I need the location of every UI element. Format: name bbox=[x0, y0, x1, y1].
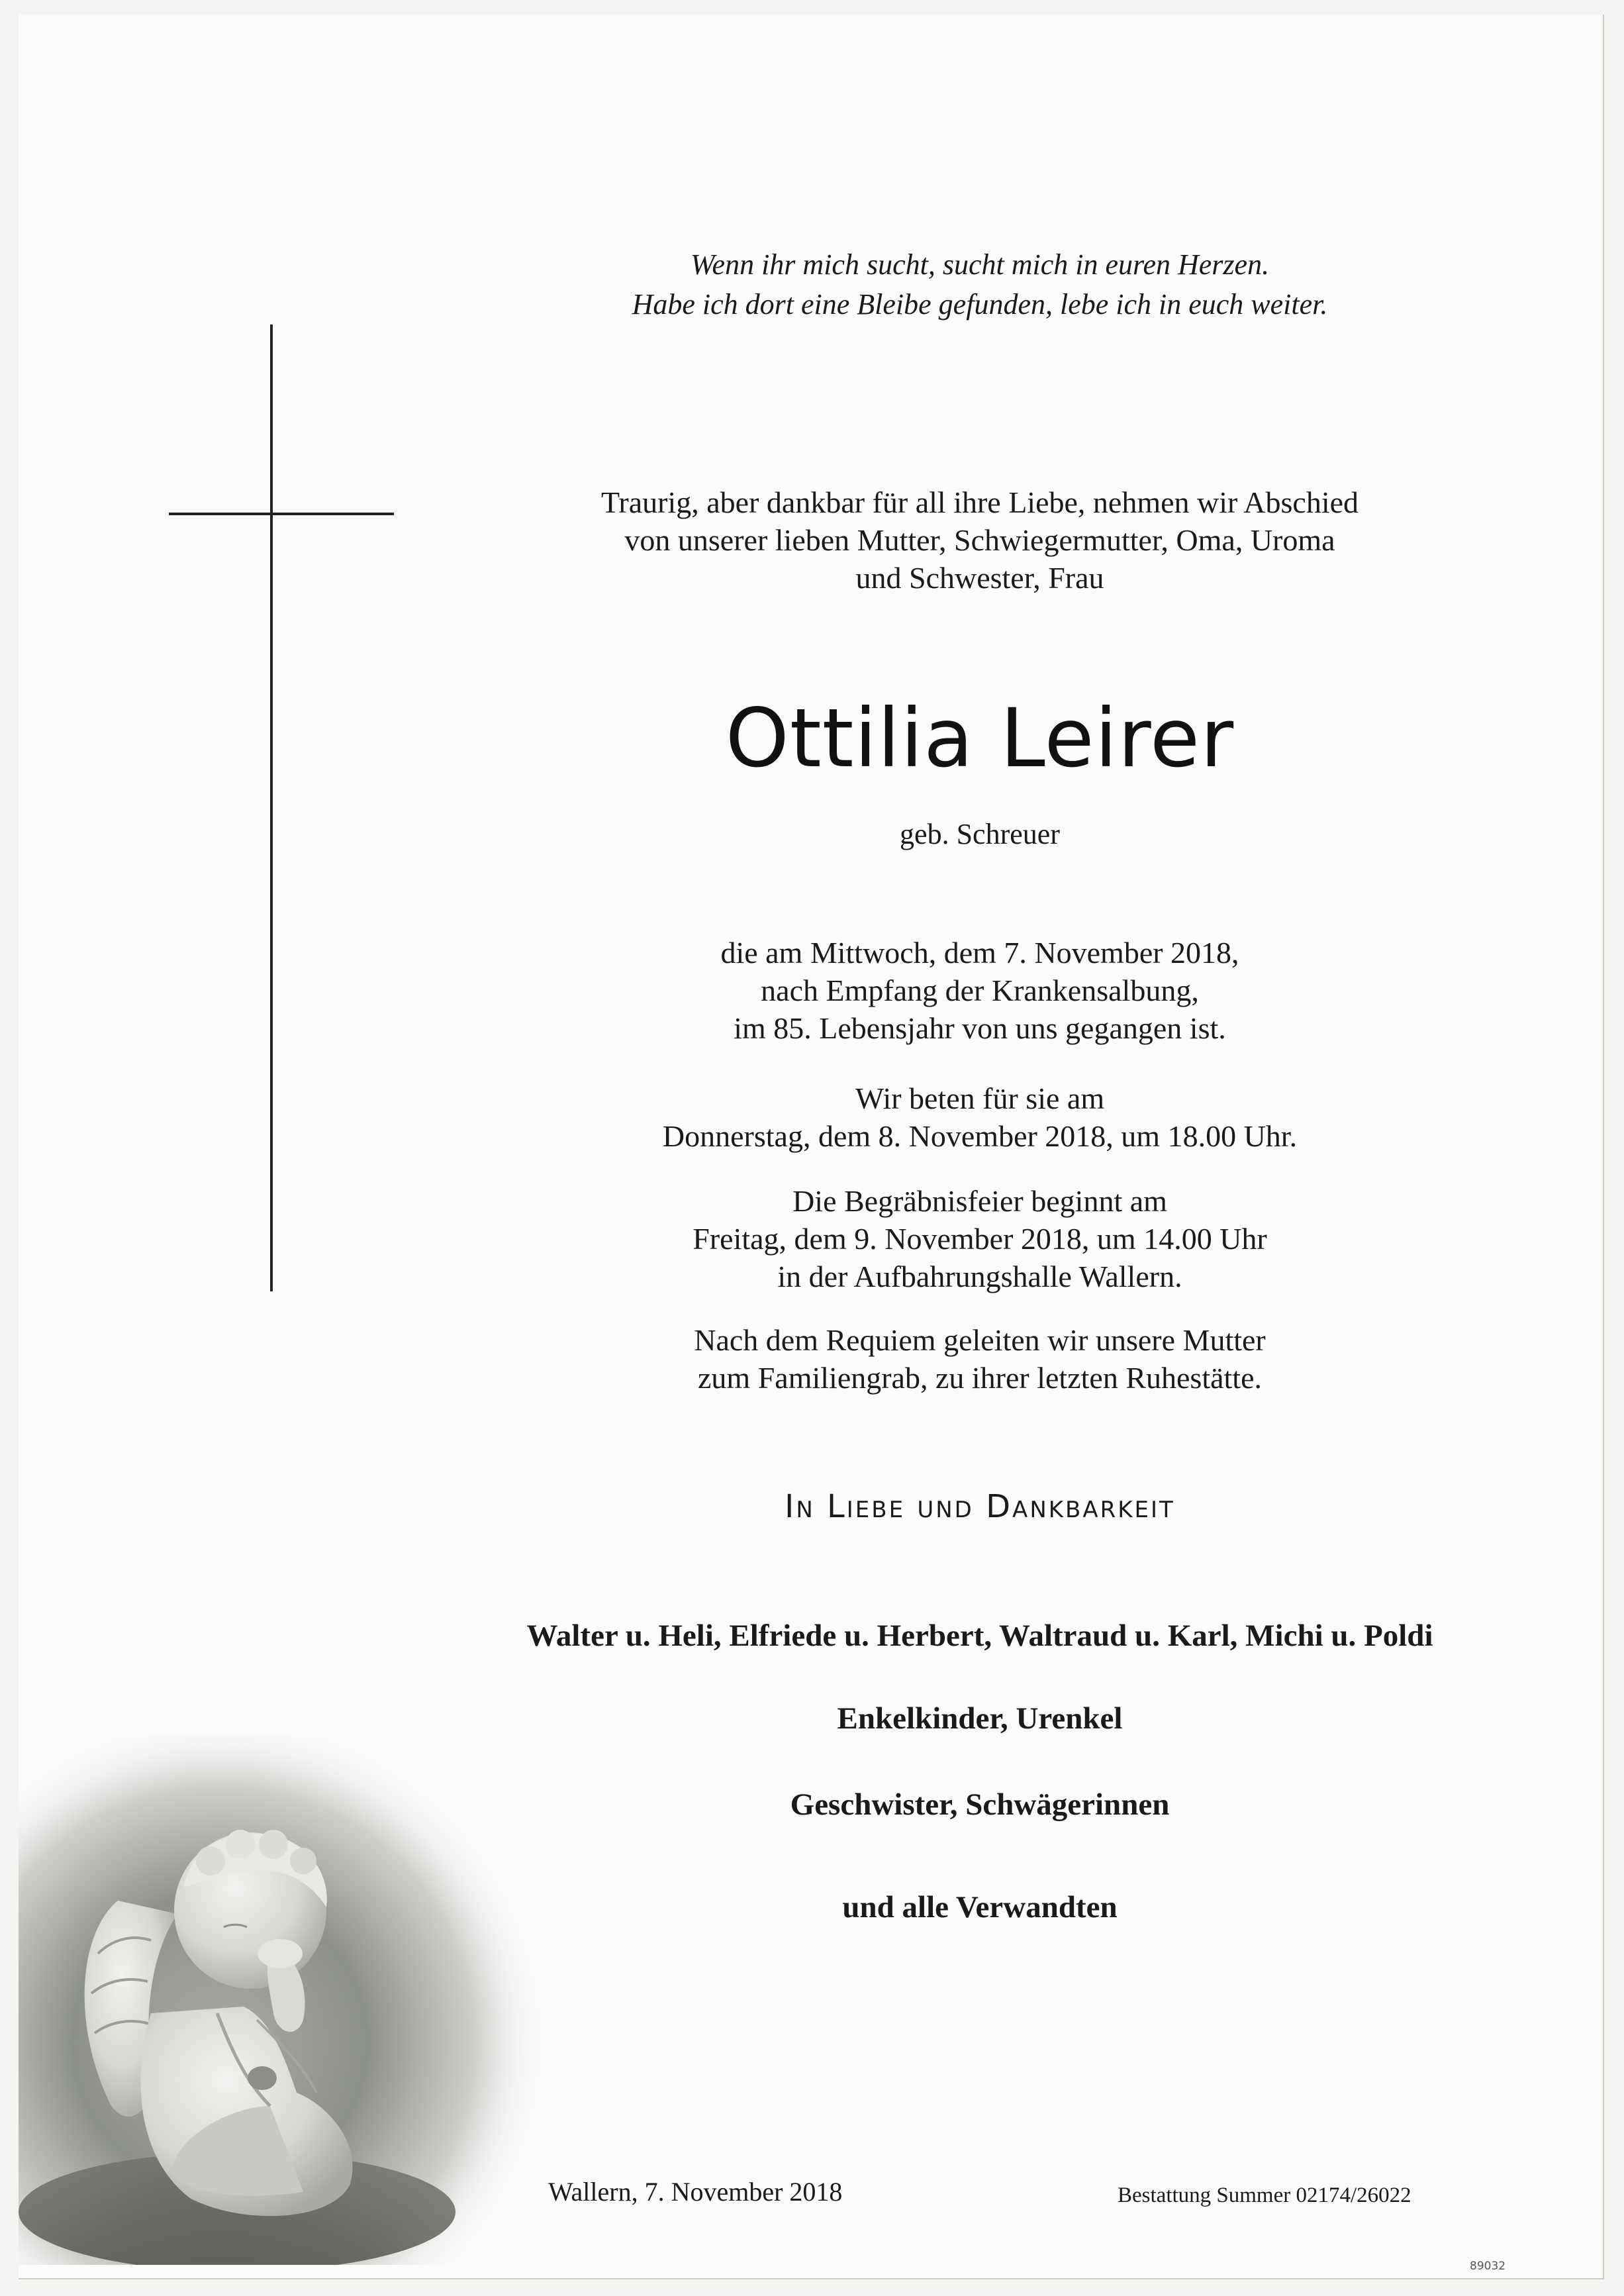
cross-vertical-bar bbox=[270, 324, 273, 1291]
death-line-3: im 85. Lebensjahr von uns gegangen ist. bbox=[734, 1011, 1226, 1045]
funeral-paragraph bbox=[516, 1182, 1443, 1295]
place-and-date: Wallern, 7. November 2018 bbox=[548, 2177, 843, 2207]
intro-line-1: Traurig, aber dankbar für all ihre Liebe, nehmen wir Abschied bbox=[600, 485, 1359, 519]
angel-statue-image bbox=[19, 1735, 548, 2265]
birth-name: geb. Schreuer bbox=[900, 818, 1060, 850]
mourners-siblings: Geschwister, Schwägerinnen bbox=[790, 1787, 1170, 1822]
intro-paragraph bbox=[516, 483, 1443, 597]
requiem-line-1: Nach dem Requiem geleiten wir unsere Mutter bbox=[694, 1323, 1266, 1357]
print-code: 89032 bbox=[1470, 2260, 1506, 2273]
intro-line-3: und Schwester, Frau bbox=[855, 561, 1104, 595]
closing-phrase: In Liebe und Dankbarkeit bbox=[785, 1488, 1175, 1525]
requiem-line-2: zum Familiengrab, zu ihrer letzten Ruhestätte. bbox=[698, 1361, 1262, 1395]
funeral-line-3: in der Aufbahrungshalle Wallern. bbox=[777, 1260, 1182, 1293]
death-line-1: die am Mittwoch, dem 7. November 2018, bbox=[720, 936, 1239, 970]
funeral-line-1: Die Begräbnisfeier beginnt am bbox=[792, 1184, 1167, 1218]
motto-line-1: Wenn ihr mich sucht, sucht mich in euren Herzen. bbox=[690, 248, 1270, 281]
mourners-relatives: und alle Verwandten bbox=[842, 1890, 1118, 1924]
motto-verse bbox=[516, 245, 1443, 324]
prayer-paragraph bbox=[516, 1079, 1443, 1155]
undertaker-contact: Bestattung Summer 02174/26022 bbox=[1118, 2183, 1411, 2207]
funeral-line-2: Freitag, dem 9. November 2018, um 14.00 Uhr bbox=[693, 1222, 1267, 1256]
mourners-children: Walter u. Heli, Elfriede u. Herbert, Waltraud u. Karl, Michi u. Poldi bbox=[526, 1619, 1433, 1653]
prayer-line-1: Wir beten für sie am bbox=[855, 1081, 1105, 1115]
death-line-2: nach Empfang der Krankensalbung, bbox=[761, 973, 1199, 1007]
cross-horizontal-bar bbox=[169, 513, 394, 515]
intro-line-2: von unserer lieben Mutter, Schwiegermutter, Oma, Uroma bbox=[624, 523, 1335, 557]
motto-line-2: Habe ich dort eine Bleibe gefunden, lebe ich in euch weiter. bbox=[632, 288, 1328, 321]
mourners-grandchildren: Enkelkinder, Urenkel bbox=[837, 1701, 1123, 1736]
death-paragraph bbox=[516, 934, 1443, 1047]
deceased-name: Ottilia Leirer bbox=[725, 691, 1235, 785]
prayer-line-2: Donnerstag, dem 8. November 2018, um 18.00 Uhr. bbox=[662, 1119, 1298, 1153]
requiem-paragraph bbox=[516, 1321, 1443, 1397]
